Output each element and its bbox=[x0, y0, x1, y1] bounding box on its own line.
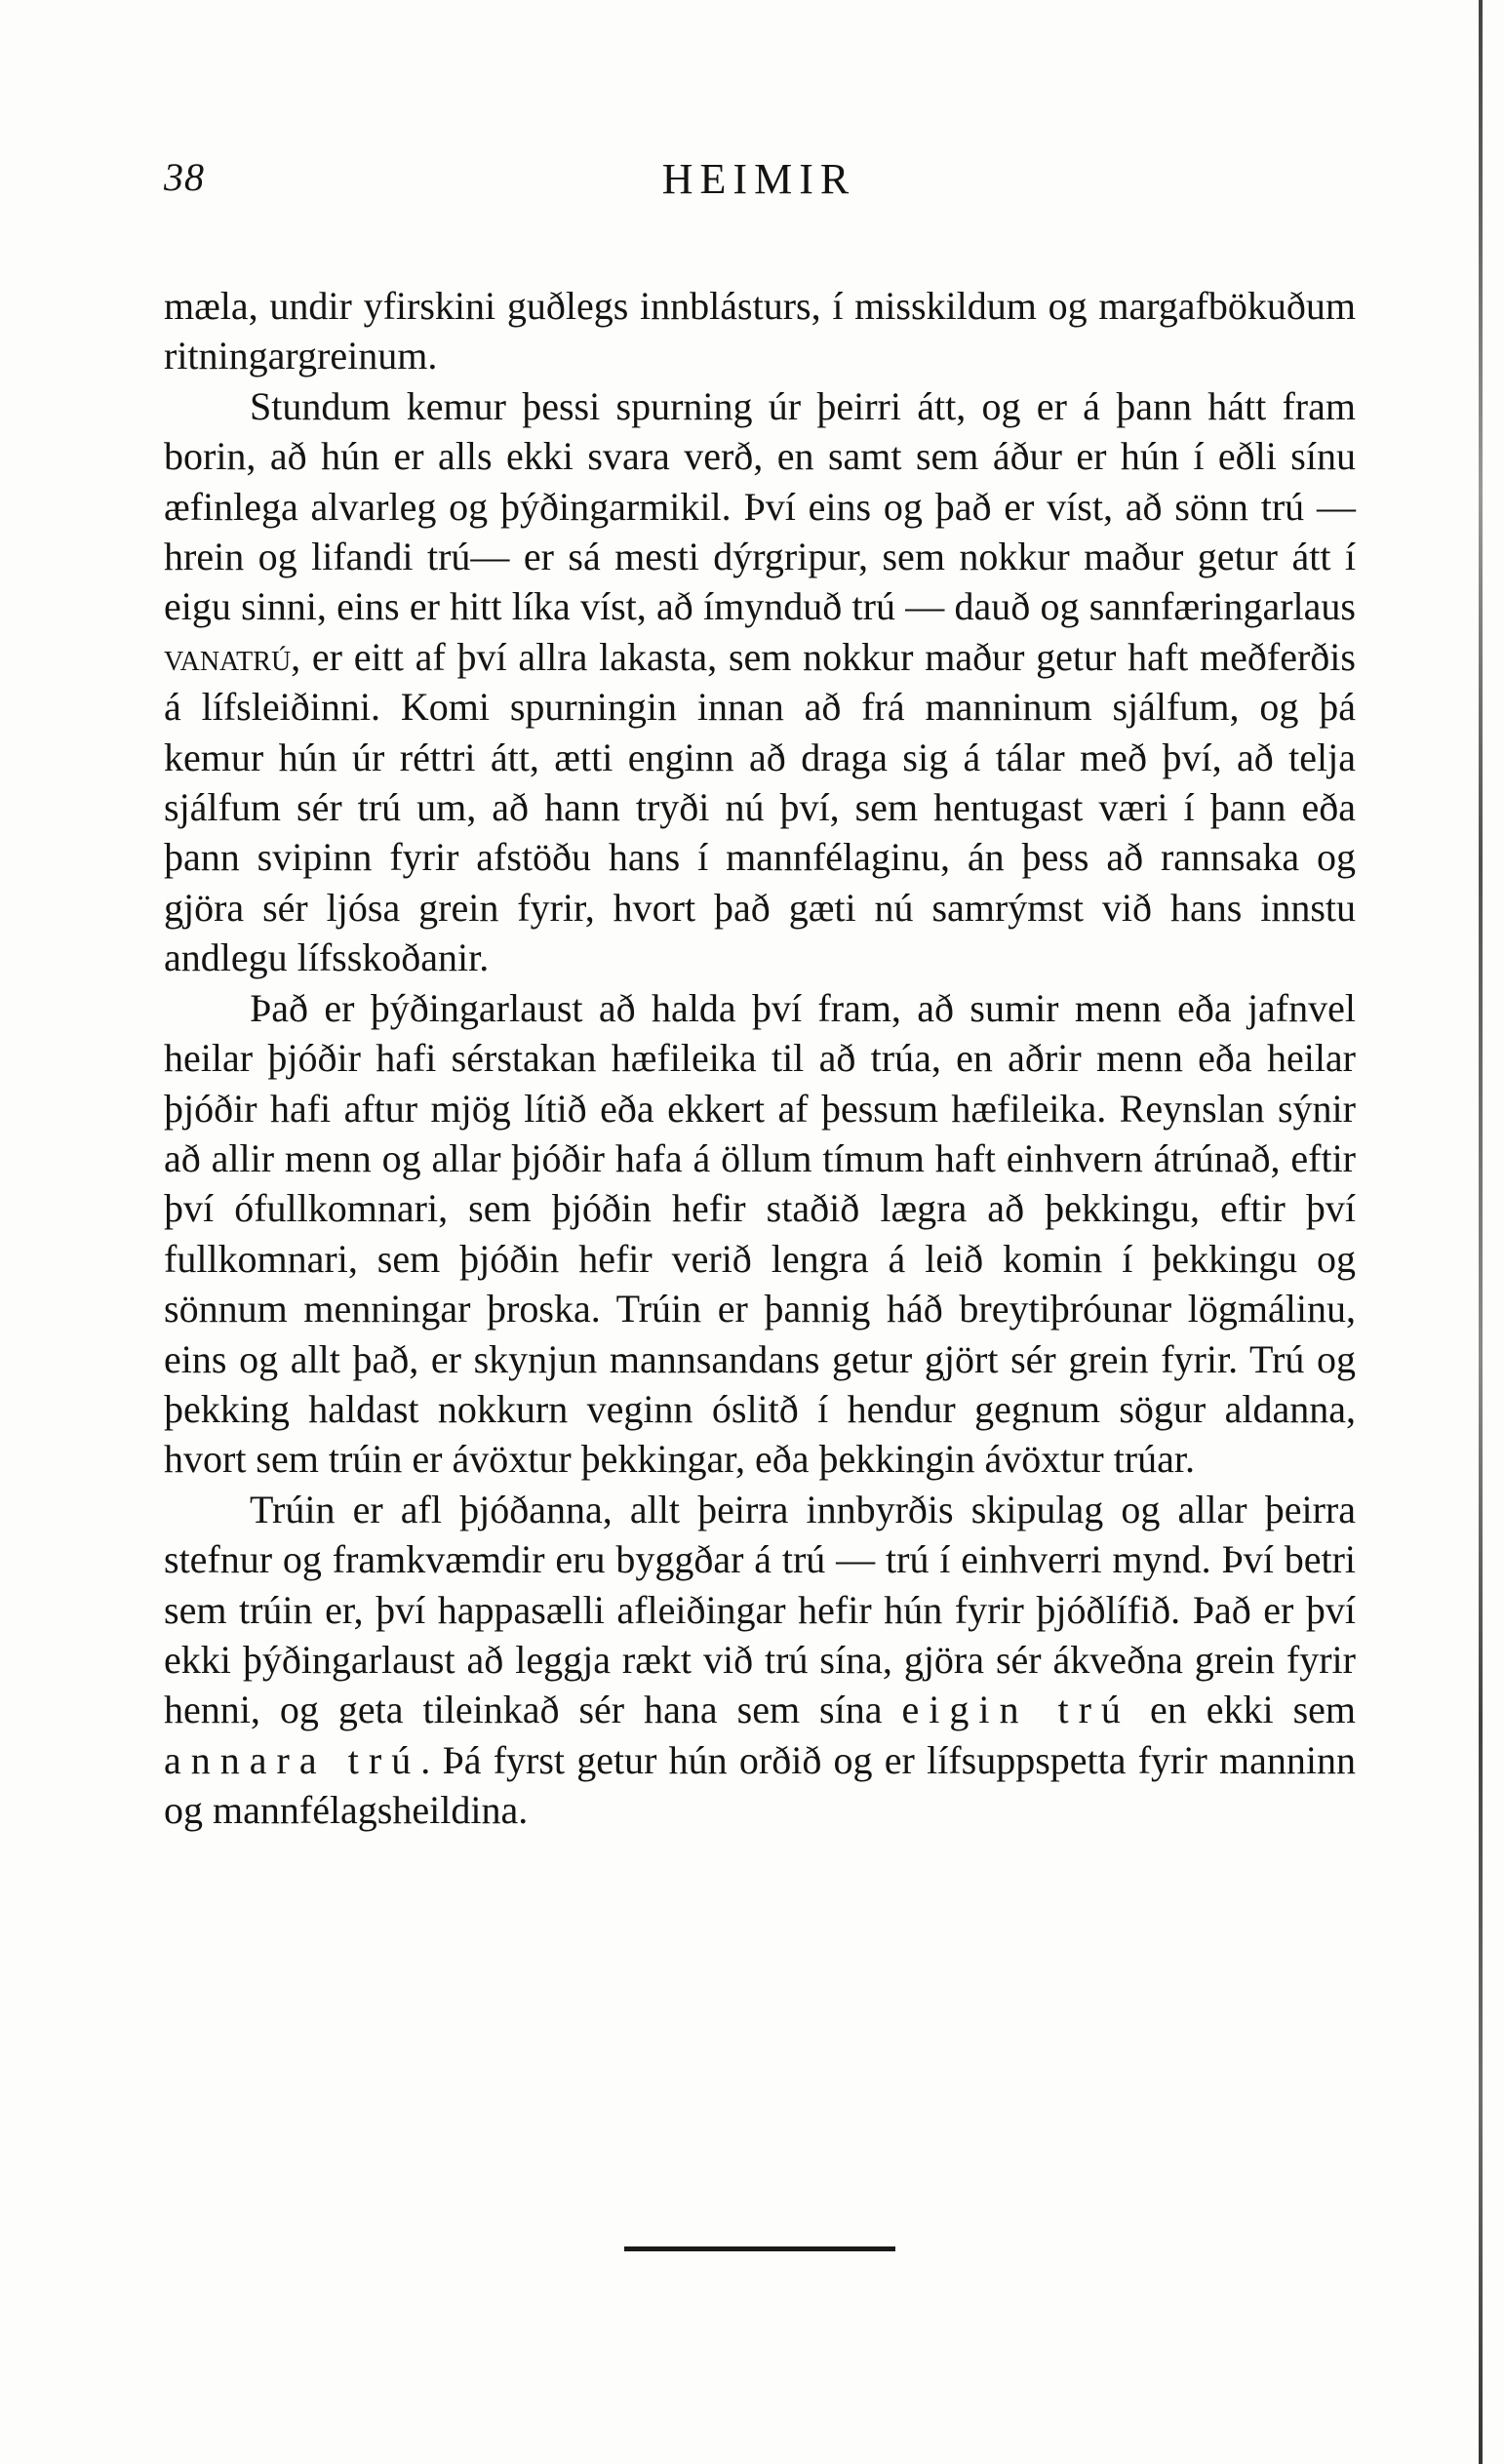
body-text bbox=[164, 281, 1356, 1836]
running-head: HEIMIR bbox=[661, 155, 856, 203]
page-number: 38 bbox=[164, 155, 205, 199]
paragraph-2-smallcaps: vanatrú bbox=[164, 634, 292, 679]
paragraph-2 bbox=[164, 381, 1356, 983]
paragraph-4-emphasis-2: annara trú bbox=[164, 1737, 421, 1782]
paragraph-1: mæla, undir yfirskini guðlegs innblásturs, í misskildum og margafbökuðum ritningargreinum. bbox=[164, 284, 1356, 378]
paragraph-2-rest: , er eitt af því allra lakasta, sem nokkur maður getur haft meðferðis á lífsleiðinni. Komi spurningin innan að frá manninum sjálfum, og þá kemur hún úr réttri átt, ætti enginn að draga sig á tálar með því, að telja sjálfum sér trú um, að hann tryði nú því, sem hentugast væri í þann eða þann svipinn fyrir afstöðu hans í mannfélaginu, án þess að rannsaka og gjöra sér ljósa grein fyrir, hvort það gæti nú samrýmst við hans innstu andlegu lífsskoðanir. bbox=[164, 634, 1356, 980]
page-header bbox=[164, 154, 1354, 213]
paragraph-4-text: Trúin er afl þjóðanna, allt þeirra innbyrðis skipulag og allar þeirra stefnur og framkvæmdir eru byggðar á trú — trú í einhverri mynd. Því betri sem trúin er, því happasælli afleiðingar hefir hún fyrir þjóðlífið. Það er því ekki þýðingarlaust að leggja rækt við trú sína, gjöra sér ákveðna grein fyrir henni, og geta tileinkað sér hana sem sína bbox=[164, 1487, 1356, 1732]
paragraph-4-mid: en ekki sem bbox=[1129, 1688, 1357, 1732]
section-end-rule bbox=[624, 2246, 895, 2251]
paragraph-4-emphasis-1: eigin trú bbox=[901, 1688, 1130, 1732]
paragraph-4-end: . Þá fyrst getur hún orðið og er lífsuppspetta fyrir manninn og mannfélagsheildina. bbox=[164, 1737, 1357, 1833]
paragraph-4 bbox=[164, 1485, 1356, 1836]
paragraph-3: Það er þýðingarlaust að halda því fram, að sumir menn eða jafnvel heilar þjóðir hafi sérstakan hæfileika til að trúa, en aðrir menn eða heilar þjóðir hafi aftur mjög lítið eða ekkert af þessum hæfileika. Reynslan sýnir að allir menn og allar þjóðir hafa á öllum tímum haft einhvern átrúnað, eftir því ófullkomnari, sem þjóðin hefir staðið lægra að þekkingu, eftir því fullkomnari, sem þjóðin hefir verið lengra á leið komin í þekkingu og sönnum menningar þroska. Trúin er þannig háð breytiþróunar lögmálinu, eins og allt það, er skynjun mannsandans getur gjört sér grein fyrir. Trú og þekking haldast nokkurn veginn óslitð í hendur gegnum sögur aldanna, hvort sem trúin er ávöxtur þekkingar, eða þekkingin ávöxtur trúar. bbox=[164, 985, 1356, 1482]
page-edge-shadow bbox=[1479, 0, 1483, 2464]
paragraph-2-text: Stundum kemur þessi spurning úr þeirri átt, og er á þann hátt fram borin, að hún er alls ekki svara verð, en samt sem áður er hún í eðli sínu æfinlega alvarleg og þýðingarmikil. Því eins og það er víst, að sönn trú —hrein og lifandi trú— er sá mesti dýrgripur, sem nokkur maður getur átt í eigu sinni, eins er hitt líka víst, að ímynduð trú — dauð og sannfæringarlaus bbox=[164, 383, 1356, 629]
